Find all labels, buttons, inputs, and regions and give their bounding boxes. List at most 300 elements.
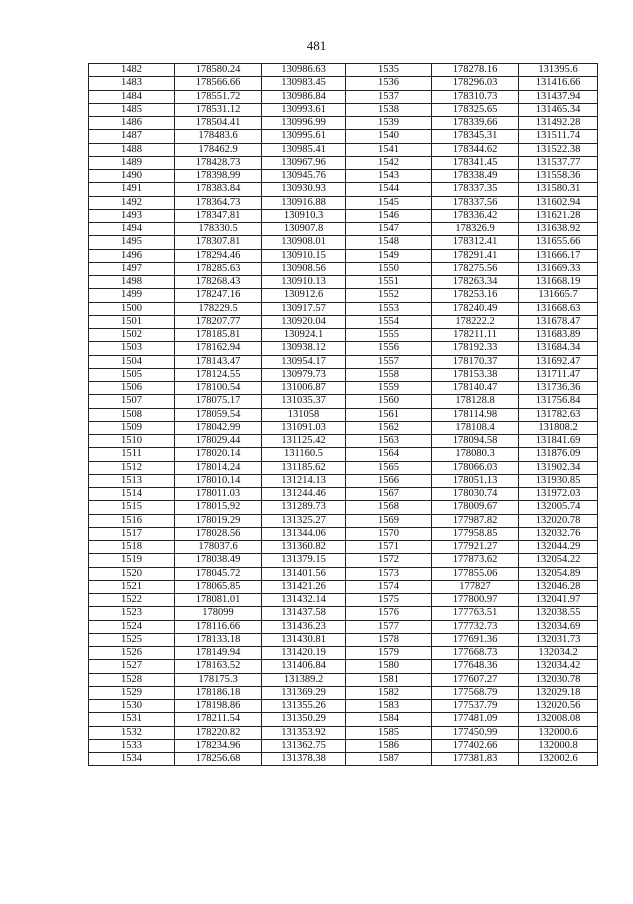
point-number-right: 1576 (346, 607, 432, 620)
table-row (89, 156, 598, 169)
y-coordinate-right: 132002.6 (519, 753, 598, 766)
point-number-right: 1537 (346, 90, 432, 103)
x-coordinate-right: 178263.34 (432, 276, 519, 289)
point-number-left: 1485 (89, 103, 175, 116)
y-coordinate-left: 130979.73 (262, 368, 346, 381)
table-row (89, 382, 598, 395)
point-number-left: 1521 (89, 580, 175, 593)
point-number-right: 1549 (346, 249, 432, 262)
y-coordinate-right: 132044.29 (519, 541, 598, 554)
table-row (89, 223, 598, 236)
y-coordinate-right: 132034.69 (519, 620, 598, 633)
point-number-right: 1562 (346, 421, 432, 434)
y-coordinate-left: 131214.13 (262, 474, 346, 487)
point-number-left: 1534 (89, 753, 175, 766)
y-coordinate-right: 131666.17 (519, 249, 598, 262)
table-row (89, 448, 598, 461)
x-coordinate-left: 178504.41 (175, 117, 262, 130)
x-coordinate-left: 178462.9 (175, 143, 262, 156)
x-coordinate-right: 178326.9 (432, 223, 519, 236)
point-number-left: 1501 (89, 315, 175, 328)
x-coordinate-right: 178153.38 (432, 368, 519, 381)
y-coordinate-left: 130910.13 (262, 276, 346, 289)
x-coordinate-right: 178339.66 (432, 117, 519, 130)
point-number-right: 1550 (346, 262, 432, 275)
table-row (89, 64, 598, 77)
table-row (89, 660, 598, 673)
x-coordinate-right: 178128.8 (432, 395, 519, 408)
y-coordinate-left: 130920.04 (262, 315, 346, 328)
point-number-right: 1542 (346, 156, 432, 169)
x-coordinate-left: 178580.24 (175, 64, 262, 77)
point-number-right: 1543 (346, 170, 432, 183)
point-number-left: 1523 (89, 607, 175, 620)
point-number-right: 1552 (346, 289, 432, 302)
y-coordinate-left: 131289.73 (262, 501, 346, 514)
x-coordinate-right: 177450.99 (432, 726, 519, 739)
x-coordinate-right: 178278.16 (432, 64, 519, 77)
point-number-right: 1561 (346, 408, 432, 421)
y-coordinate-right: 132020.78 (519, 514, 598, 527)
x-coordinate-left: 178234.96 (175, 739, 262, 752)
x-coordinate-left: 178383.84 (175, 183, 262, 196)
x-coordinate-left: 178099 (175, 607, 262, 620)
point-number-left: 1498 (89, 276, 175, 289)
y-coordinate-right: 131465.34 (519, 103, 598, 116)
x-coordinate-right: 177537.79 (432, 700, 519, 713)
y-coordinate-left: 130916.88 (262, 196, 346, 209)
point-number-right: 1584 (346, 713, 432, 726)
table-row (89, 474, 598, 487)
y-coordinate-left: 130986.63 (262, 64, 346, 77)
table-row (89, 315, 598, 328)
y-coordinate-left: 130912.6 (262, 289, 346, 302)
y-coordinate-left: 131389.2 (262, 673, 346, 686)
x-coordinate-left: 178207.77 (175, 315, 262, 328)
point-number-left: 1500 (89, 302, 175, 315)
y-coordinate-left: 130917.57 (262, 302, 346, 315)
point-number-left: 1512 (89, 461, 175, 474)
y-coordinate-left: 131406.84 (262, 660, 346, 673)
y-coordinate-right: 131580.31 (519, 183, 598, 196)
y-coordinate-right: 131756.84 (519, 395, 598, 408)
coordinates-table-body (89, 64, 598, 766)
x-coordinate-right: 177732.73 (432, 620, 519, 633)
x-coordinate-left: 178294.46 (175, 249, 262, 262)
table-row (89, 713, 598, 726)
x-coordinate-right: 177827 (432, 580, 519, 593)
point-number-right: 1582 (346, 686, 432, 699)
point-number-right: 1540 (346, 130, 432, 143)
y-coordinate-right: 131902.34 (519, 461, 598, 474)
table-row (89, 527, 598, 540)
table-row (89, 209, 598, 222)
point-number-left: 1522 (89, 594, 175, 607)
y-coordinate-right: 131511.74 (519, 130, 598, 143)
point-number-right: 1545 (346, 196, 432, 209)
y-coordinate-left: 130986.84 (262, 90, 346, 103)
x-coordinate-right: 177855.06 (432, 567, 519, 580)
table-row (89, 143, 598, 156)
y-coordinate-right: 131808.2 (519, 421, 598, 434)
x-coordinate-left: 178059.54 (175, 408, 262, 421)
x-coordinate-right: 177568.79 (432, 686, 519, 699)
table-row (89, 130, 598, 143)
point-number-left: 1504 (89, 355, 175, 368)
point-number-right: 1555 (346, 329, 432, 342)
x-coordinate-left: 178162.94 (175, 342, 262, 355)
y-coordinate-right: 132005.74 (519, 501, 598, 514)
y-coordinate-left: 131058 (262, 408, 346, 421)
y-coordinate-left: 130985.41 (262, 143, 346, 156)
table-row (89, 686, 598, 699)
point-number-left: 1491 (89, 183, 175, 196)
y-coordinate-left: 130995.61 (262, 130, 346, 143)
x-coordinate-right: 177921.27 (432, 541, 519, 554)
x-coordinate-left: 178042.99 (175, 421, 262, 434)
x-coordinate-left: 178198.86 (175, 700, 262, 713)
point-number-left: 1514 (89, 488, 175, 501)
y-coordinate-right: 131492.28 (519, 117, 598, 130)
y-coordinate-left: 130967.96 (262, 156, 346, 169)
point-number-right: 1546 (346, 209, 432, 222)
y-coordinate-left: 130910.15 (262, 249, 346, 262)
x-coordinate-left: 178029.44 (175, 435, 262, 448)
x-coordinate-right: 178341.45 (432, 156, 519, 169)
x-coordinate-left: 178483.6 (175, 130, 262, 143)
x-coordinate-right: 178240.49 (432, 302, 519, 315)
x-coordinate-left: 178075.17 (175, 395, 262, 408)
page-number: 481 (306, 38, 327, 53)
y-coordinate-left: 131244.46 (262, 488, 346, 501)
point-number-left: 1511 (89, 448, 175, 461)
x-coordinate-right: 178253.16 (432, 289, 519, 302)
table-row (89, 580, 598, 593)
point-number-left: 1516 (89, 514, 175, 527)
x-coordinate-right: 178312.41 (432, 236, 519, 249)
y-coordinate-right: 132029.18 (519, 686, 598, 699)
y-coordinate-left: 131421.26 (262, 580, 346, 593)
table-row (89, 183, 598, 196)
table-row (89, 236, 598, 249)
point-number-right: 1587 (346, 753, 432, 766)
point-number-left: 1527 (89, 660, 175, 673)
point-number-left: 1503 (89, 342, 175, 355)
x-coordinate-right: 178338.49 (432, 170, 519, 183)
x-coordinate-right: 178030.74 (432, 488, 519, 501)
x-coordinate-left: 178185.81 (175, 329, 262, 342)
table-row (89, 620, 598, 633)
point-number-right: 1578 (346, 633, 432, 646)
x-coordinate-right: 177873.62 (432, 554, 519, 567)
x-coordinate-left: 178014.24 (175, 461, 262, 474)
x-coordinate-left: 178045.72 (175, 567, 262, 580)
point-number-left: 1490 (89, 170, 175, 183)
x-coordinate-left: 178186.18 (175, 686, 262, 699)
point-number-left: 1502 (89, 329, 175, 342)
table-row (89, 501, 598, 514)
point-number-left: 1532 (89, 726, 175, 739)
y-coordinate-left: 130983.45 (262, 77, 346, 90)
y-coordinate-left: 131430.81 (262, 633, 346, 646)
point-number-left: 1505 (89, 368, 175, 381)
y-coordinate-right: 131655.66 (519, 236, 598, 249)
y-coordinate-left: 131353.92 (262, 726, 346, 739)
x-coordinate-right: 178325.65 (432, 103, 519, 116)
x-coordinate-left: 178364.73 (175, 196, 262, 209)
point-number-right: 1581 (346, 673, 432, 686)
point-number-left: 1525 (89, 633, 175, 646)
point-number-left: 1509 (89, 421, 175, 434)
y-coordinate-right: 131782.63 (519, 408, 598, 421)
table-row (89, 329, 598, 342)
x-coordinate-left: 178116.66 (175, 620, 262, 633)
table-row (89, 355, 598, 368)
x-coordinate-left: 178011.03 (175, 488, 262, 501)
point-number-right: 1559 (346, 382, 432, 395)
x-coordinate-right: 178114.98 (432, 408, 519, 421)
y-coordinate-right: 132046.28 (519, 580, 598, 593)
y-coordinate-left: 130907.8 (262, 223, 346, 236)
x-coordinate-right: 178170.37 (432, 355, 519, 368)
x-coordinate-left: 178037.6 (175, 541, 262, 554)
table-row (89, 753, 598, 766)
table-row (89, 726, 598, 739)
x-coordinate-right: 178140.47 (432, 382, 519, 395)
y-coordinate-right: 132000.6 (519, 726, 598, 739)
table-row (89, 461, 598, 474)
point-number-left: 1495 (89, 236, 175, 249)
y-coordinate-left: 130908.56 (262, 262, 346, 275)
x-coordinate-right: 177668.73 (432, 647, 519, 660)
table-row (89, 342, 598, 355)
y-coordinate-left: 130910.3 (262, 209, 346, 222)
y-coordinate-right: 132034.42 (519, 660, 598, 673)
y-coordinate-left: 130954.17 (262, 355, 346, 368)
y-coordinate-left: 131344.06 (262, 527, 346, 540)
table-row (89, 249, 598, 262)
y-coordinate-right: 132030.78 (519, 673, 598, 686)
x-coordinate-left: 178307.81 (175, 236, 262, 249)
point-number-left: 1488 (89, 143, 175, 156)
point-number-right: 1573 (346, 567, 432, 580)
y-coordinate-right: 132032.76 (519, 527, 598, 540)
point-number-left: 1524 (89, 620, 175, 633)
y-coordinate-left: 130930.93 (262, 183, 346, 196)
point-number-right: 1535 (346, 64, 432, 77)
point-number-right: 1563 (346, 435, 432, 448)
y-coordinate-right: 131692.47 (519, 355, 598, 368)
point-number-left: 1531 (89, 713, 175, 726)
point-number-right: 1547 (346, 223, 432, 236)
x-coordinate-right: 178051.13 (432, 474, 519, 487)
point-number-right: 1544 (346, 183, 432, 196)
y-coordinate-left: 131436.23 (262, 620, 346, 633)
point-number-left: 1493 (89, 209, 175, 222)
point-number-right: 1558 (346, 368, 432, 381)
y-coordinate-right: 131522.38 (519, 143, 598, 156)
x-coordinate-right: 177958.85 (432, 527, 519, 540)
x-coordinate-left: 178531.12 (175, 103, 262, 116)
x-coordinate-left: 178398.99 (175, 170, 262, 183)
y-coordinate-left: 131379.15 (262, 554, 346, 567)
point-number-left: 1526 (89, 647, 175, 660)
x-coordinate-left: 178175.3 (175, 673, 262, 686)
y-coordinate-right: 131972.03 (519, 488, 598, 501)
table-row (89, 488, 598, 501)
x-coordinate-right: 178066.03 (432, 461, 519, 474)
point-number-left: 1530 (89, 700, 175, 713)
coordinates-table (88, 63, 598, 766)
y-coordinate-left: 130908.01 (262, 236, 346, 249)
y-coordinate-right: 131638.92 (519, 223, 598, 236)
table-row (89, 117, 598, 130)
y-coordinate-left: 131355.26 (262, 700, 346, 713)
x-coordinate-left: 178285.63 (175, 262, 262, 275)
point-number-left: 1529 (89, 686, 175, 699)
table-row (89, 77, 598, 90)
x-coordinate-left: 178428.73 (175, 156, 262, 169)
x-coordinate-left: 178100.54 (175, 382, 262, 395)
y-coordinate-right: 131537.77 (519, 156, 598, 169)
x-coordinate-right: 178108.4 (432, 421, 519, 434)
point-number-left: 1515 (89, 501, 175, 514)
x-coordinate-right: 178009.67 (432, 501, 519, 514)
x-coordinate-right: 177691.36 (432, 633, 519, 646)
table-row (89, 395, 598, 408)
x-coordinate-left: 178163.52 (175, 660, 262, 673)
x-coordinate-left: 178566.66 (175, 77, 262, 90)
y-coordinate-right: 132008.08 (519, 713, 598, 726)
y-coordinate-left: 130996.99 (262, 117, 346, 130)
point-number-right: 1541 (346, 143, 432, 156)
table-row (89, 421, 598, 434)
y-coordinate-right: 131669.33 (519, 262, 598, 275)
table-row (89, 541, 598, 554)
x-coordinate-left: 178229.5 (175, 302, 262, 315)
y-coordinate-right: 132000.8 (519, 739, 598, 752)
point-number-left: 1484 (89, 90, 175, 103)
x-coordinate-left: 178247.16 (175, 289, 262, 302)
x-coordinate-right: 178337.35 (432, 183, 519, 196)
table-row (89, 262, 598, 275)
x-coordinate-left: 178065.85 (175, 580, 262, 593)
point-number-right: 1539 (346, 117, 432, 130)
y-coordinate-left: 130993.61 (262, 103, 346, 116)
point-number-left: 1508 (89, 408, 175, 421)
point-number-left: 1519 (89, 554, 175, 567)
y-coordinate-left: 130938.12 (262, 342, 346, 355)
y-coordinate-right: 131711.47 (519, 368, 598, 381)
point-number-right: 1585 (346, 726, 432, 739)
y-coordinate-left: 131325.27 (262, 514, 346, 527)
point-number-right: 1556 (346, 342, 432, 355)
x-coordinate-right: 178345.31 (432, 130, 519, 143)
x-coordinate-left: 178220.82 (175, 726, 262, 739)
point-number-right: 1560 (346, 395, 432, 408)
table-row (89, 673, 598, 686)
y-coordinate-right: 132054.22 (519, 554, 598, 567)
point-number-left: 1483 (89, 77, 175, 90)
y-coordinate-right: 131416.66 (519, 77, 598, 90)
x-coordinate-right: 177607.27 (432, 673, 519, 686)
x-coordinate-right: 178337.56 (432, 196, 519, 209)
x-coordinate-left: 178010.14 (175, 474, 262, 487)
x-coordinate-left: 178268.43 (175, 276, 262, 289)
y-coordinate-right: 132041.97 (519, 594, 598, 607)
point-number-right: 1575 (346, 594, 432, 607)
point-number-left: 1486 (89, 117, 175, 130)
x-coordinate-left: 178081.01 (175, 594, 262, 607)
point-number-left: 1517 (89, 527, 175, 540)
x-coordinate-right: 178222.2 (432, 315, 519, 328)
x-coordinate-left: 178551.72 (175, 90, 262, 103)
y-coordinate-right: 131558.36 (519, 170, 598, 183)
y-coordinate-left: 131350.29 (262, 713, 346, 726)
y-coordinate-left: 131362.75 (262, 739, 346, 752)
x-coordinate-right: 178310.73 (432, 90, 519, 103)
point-number-left: 1513 (89, 474, 175, 487)
x-coordinate-left: 178256.68 (175, 753, 262, 766)
point-number-right: 1580 (346, 660, 432, 673)
x-coordinate-left: 178143.47 (175, 355, 262, 368)
y-coordinate-left: 131369.29 (262, 686, 346, 699)
table-row (89, 276, 598, 289)
table-row (89, 170, 598, 183)
table-row (89, 196, 598, 209)
point-number-right: 1566 (346, 474, 432, 487)
x-coordinate-right: 178275.56 (432, 262, 519, 275)
point-number-left: 1499 (89, 289, 175, 302)
point-number-right: 1557 (346, 355, 432, 368)
table-row (89, 90, 598, 103)
table-row (89, 368, 598, 381)
y-coordinate-left: 131437.58 (262, 607, 346, 620)
y-coordinate-right: 132034.2 (519, 647, 598, 660)
x-coordinate-right: 178094.58 (432, 435, 519, 448)
point-number-right: 1567 (346, 488, 432, 501)
x-coordinate-right: 177402.66 (432, 739, 519, 752)
point-number-right: 1574 (346, 580, 432, 593)
x-coordinate-right: 178291.41 (432, 249, 519, 262)
y-coordinate-right: 131668.19 (519, 276, 598, 289)
table-row (89, 594, 598, 607)
y-coordinate-left: 131360.82 (262, 541, 346, 554)
point-number-left: 1494 (89, 223, 175, 236)
y-coordinate-left: 131035.37 (262, 395, 346, 408)
point-number-left: 1510 (89, 435, 175, 448)
y-coordinate-right: 131437.94 (519, 90, 598, 103)
y-coordinate-left: 130945.76 (262, 170, 346, 183)
x-coordinate-left: 178015.92 (175, 501, 262, 514)
x-coordinate-right: 177800.97 (432, 594, 519, 607)
y-coordinate-left: 131420.19 (262, 647, 346, 660)
x-coordinate-right: 178080.3 (432, 448, 519, 461)
y-coordinate-right: 132038.55 (519, 607, 598, 620)
y-coordinate-right: 131930.85 (519, 474, 598, 487)
point-number-right: 1565 (346, 461, 432, 474)
table-row (89, 700, 598, 713)
y-coordinate-left: 131125.42 (262, 435, 346, 448)
point-number-left: 1489 (89, 156, 175, 169)
point-number-left: 1533 (89, 739, 175, 752)
point-number-right: 1551 (346, 276, 432, 289)
y-coordinate-right: 132054.89 (519, 567, 598, 580)
x-coordinate-right: 178211.11 (432, 329, 519, 342)
y-coordinate-right: 131665.7 (519, 289, 598, 302)
x-coordinate-right: 177987.82 (432, 514, 519, 527)
x-coordinate-right: 177648.36 (432, 660, 519, 673)
